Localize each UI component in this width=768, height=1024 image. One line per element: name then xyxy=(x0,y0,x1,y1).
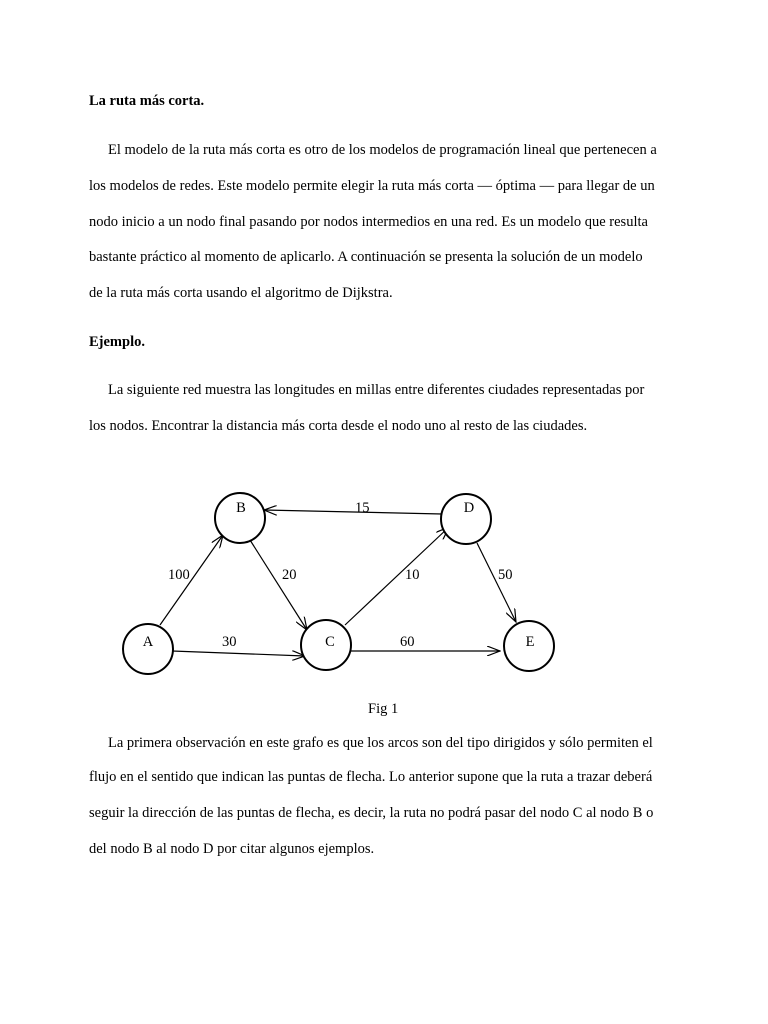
example-heading: Ejemplo. xyxy=(89,334,145,350)
node-a xyxy=(123,624,173,674)
node-e xyxy=(504,621,554,671)
edge-weight-c-d: 10 xyxy=(405,567,420,583)
edge-d-b xyxy=(264,510,442,514)
node-label: C xyxy=(325,634,335,650)
paragraph-line: El modelo de la ruta más corta es otro de los modelos de programación lineal que pertenecen a xyxy=(108,142,657,158)
edge-weight-d-e: 50 xyxy=(498,567,513,583)
paragraph-line: La primera observación en este grafo es que los arcos son del tipo dirigidos y sólo permiten el xyxy=(108,735,653,751)
figure-caption: Fig 1 xyxy=(368,701,399,717)
paragraph-line: flujo en el sentido que indican las puntas de flecha. Lo anterior supone que la ruta a trazar deberá xyxy=(89,769,653,785)
node-label: D xyxy=(463,500,475,516)
edge-weight-a-c: 30 xyxy=(222,634,237,650)
edge-b-c xyxy=(250,540,307,630)
section-title: La ruta más corta. xyxy=(89,93,205,109)
node-d xyxy=(441,494,491,544)
node-label: E xyxy=(525,634,535,650)
paragraph-line: los modelos de redes. Este modelo permite elegir la ruta más corta — óptima — para llegar de un xyxy=(89,178,655,194)
node-label: B xyxy=(236,500,246,516)
paragraph-line: bastante práctico al momento de aplicarlo. A continuación se presenta la solución de un modelo xyxy=(89,249,643,265)
paragraph-line: La siguiente red muestra las longitudes en millas entre diferentes ciudades representadas por xyxy=(108,382,645,398)
edge-weight-c-e: 60 xyxy=(400,634,415,650)
paragraph-line: seguir la dirección de las puntas de flecha, es decir, la ruta no podrá pasar del nodo C al nodo B o xyxy=(89,805,654,821)
edge-weight-b-c: 20 xyxy=(282,567,297,583)
edge-a-c xyxy=(172,651,305,656)
paragraph-line: de la ruta más corta usando el algoritmo de Dijkstra. xyxy=(89,285,393,301)
paragraph-line: nodo inicio a un nodo final pasando por nodos intermedios en una red. Es un modelo que resulta xyxy=(89,214,648,230)
node-b xyxy=(215,493,265,543)
paragraph-line: del nodo B al nodo D por citar algunos ejemplos. xyxy=(89,841,375,857)
paragraph-line: los nodos. Encontrar la distancia más corta desde el nodo uno al resto de las ciudades. xyxy=(89,418,588,434)
node-c xyxy=(301,620,351,670)
edge-weight-d-b: 15 xyxy=(355,500,370,516)
edge-c-d xyxy=(345,527,449,625)
edge-weight-a-b: 100 xyxy=(168,567,190,583)
node-label: A xyxy=(142,634,154,650)
